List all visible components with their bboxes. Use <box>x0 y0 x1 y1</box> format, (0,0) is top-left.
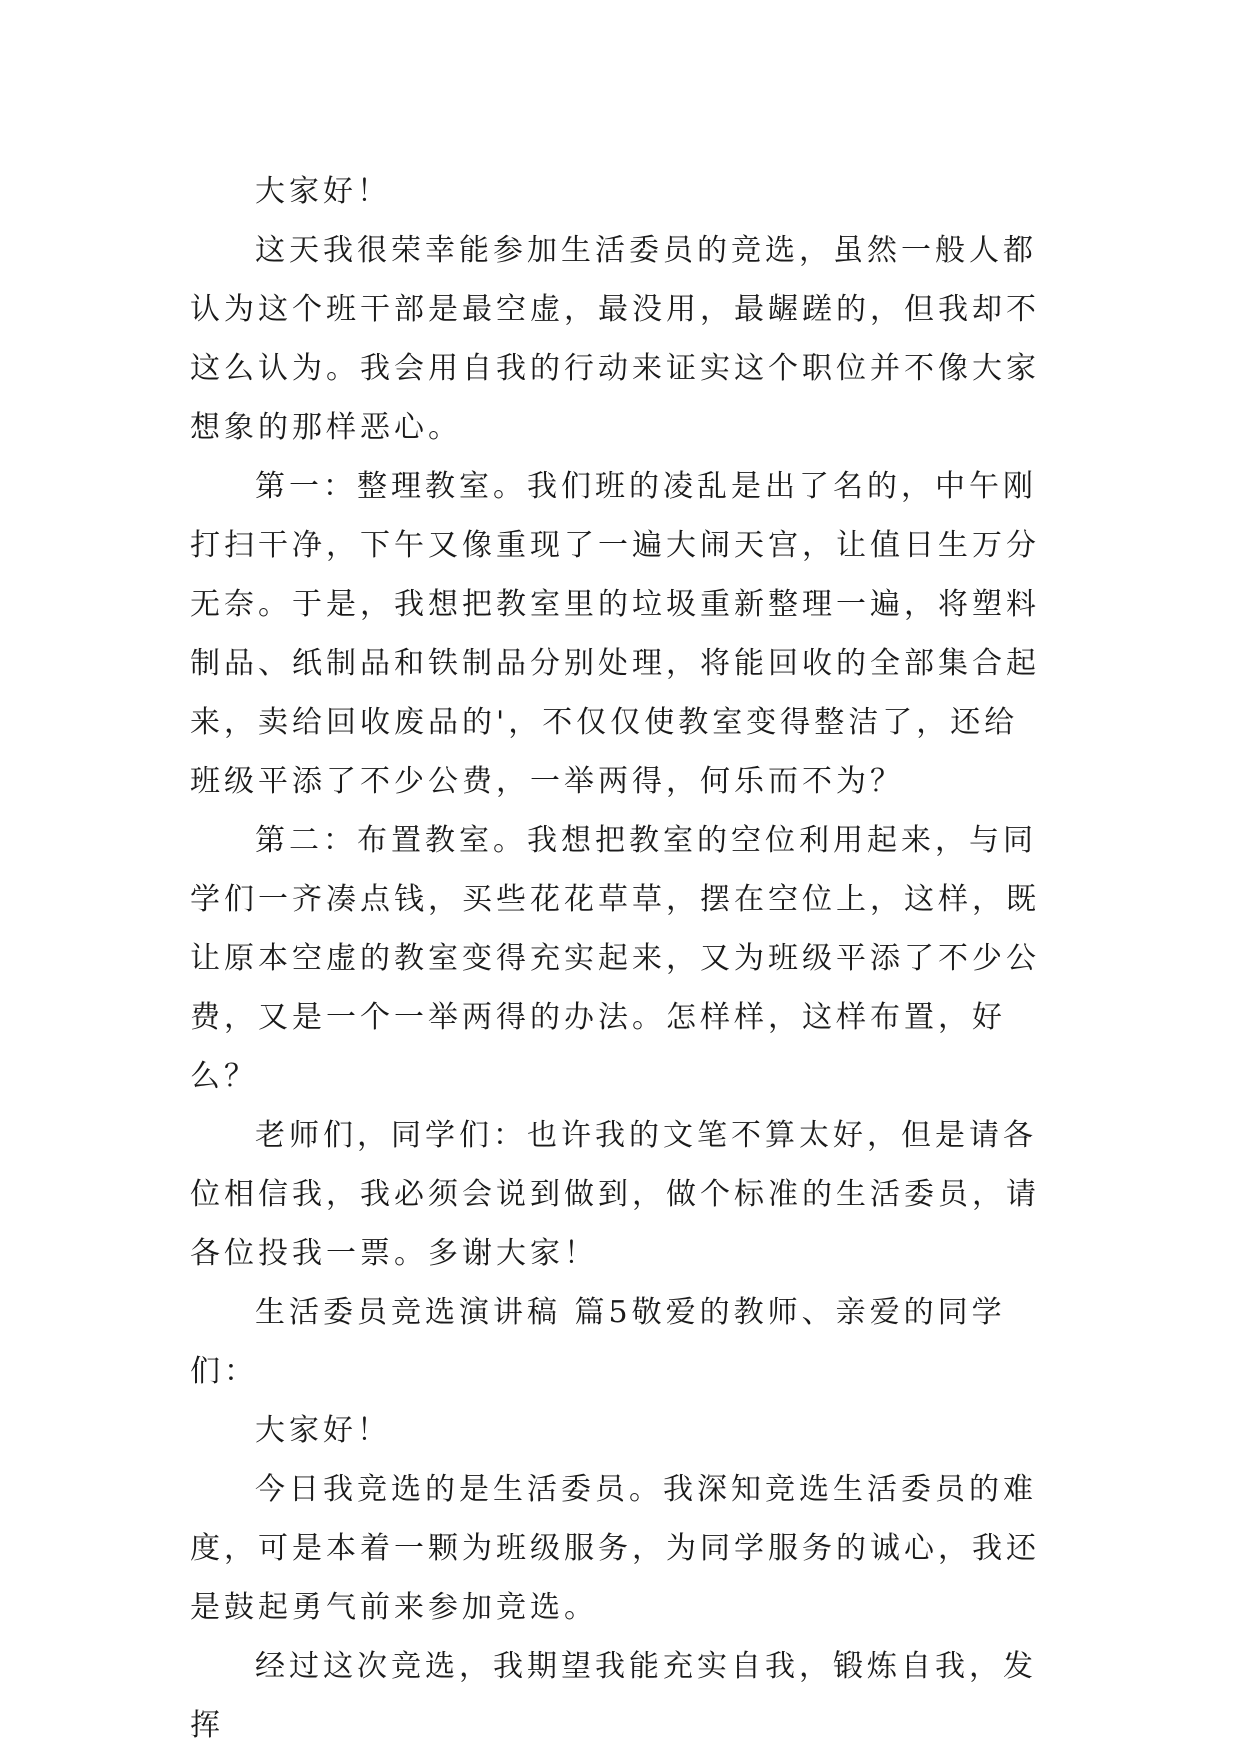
section-heading: 生活委员竞选演讲稿 篇5敬爱的教师、亲爱的同学们： <box>190 1295 1006 1389</box>
point-one-paragraph: 第一：整理教室。我们班的凌乱是出了名的，中午刚打扫干净，下午又像重现了一遍大闹天宫，让值日生万分无奈。于是，我想把教室里的垃圾重新整理一遍，将塑料制品、纸制品和铁制品分别处理，将能回收的全部集合起来，卖给回收废品的'，不仅仅使教室变得整洁了，还给班级平添了不少公费，一举两得，何乐而不为？ <box>190 469 1040 799</box>
speech-paragraph-continued: 经过这次竞选，我期望我能充实自我，锻炼自我，发挥 <box>190 1649 1037 1743</box>
closing-paragraph: 老师们，同学们：也许我的文笔不算太好，但是请各位相信我，我必须会说到做到，做个标准的生活委员，请各位投我一票。多谢大家！ <box>190 1118 1040 1271</box>
greeting-paragraph: 大家好！ <box>255 174 391 209</box>
document-body <box>190 162 1050 1755</box>
greeting-paragraph-2: 大家好！ <box>255 1413 391 1448</box>
intro-paragraph: 这天我很荣幸能参加生活委员的竞选，虽然一般人都认为这个班干部是最空虚，最没用，最龌蹉的，但我却不这么认为。我会用自我的行动来证实这个职位并不像大家想象的那样恶心。 <box>190 233 1040 445</box>
speech-paragraph: 今日我竞选的是生活委员。我深知竞选生活委员的难度，可是本着一颗为班级服务，为同学服务的诚心，我还是鼓起勇气前来参加竞选。 <box>190 1472 1040 1625</box>
point-two-paragraph: 第二：布置教室。我想把教室的空位利用起来，与同学们一齐凑点钱，买些花花草草，摆在空位上，这样，既让原本空虚的教室变得充实起来，又为班级平添了不少公费，又是一个一举两得的办法。怎样样，这样布置，好么？ <box>190 823 1040 1094</box>
